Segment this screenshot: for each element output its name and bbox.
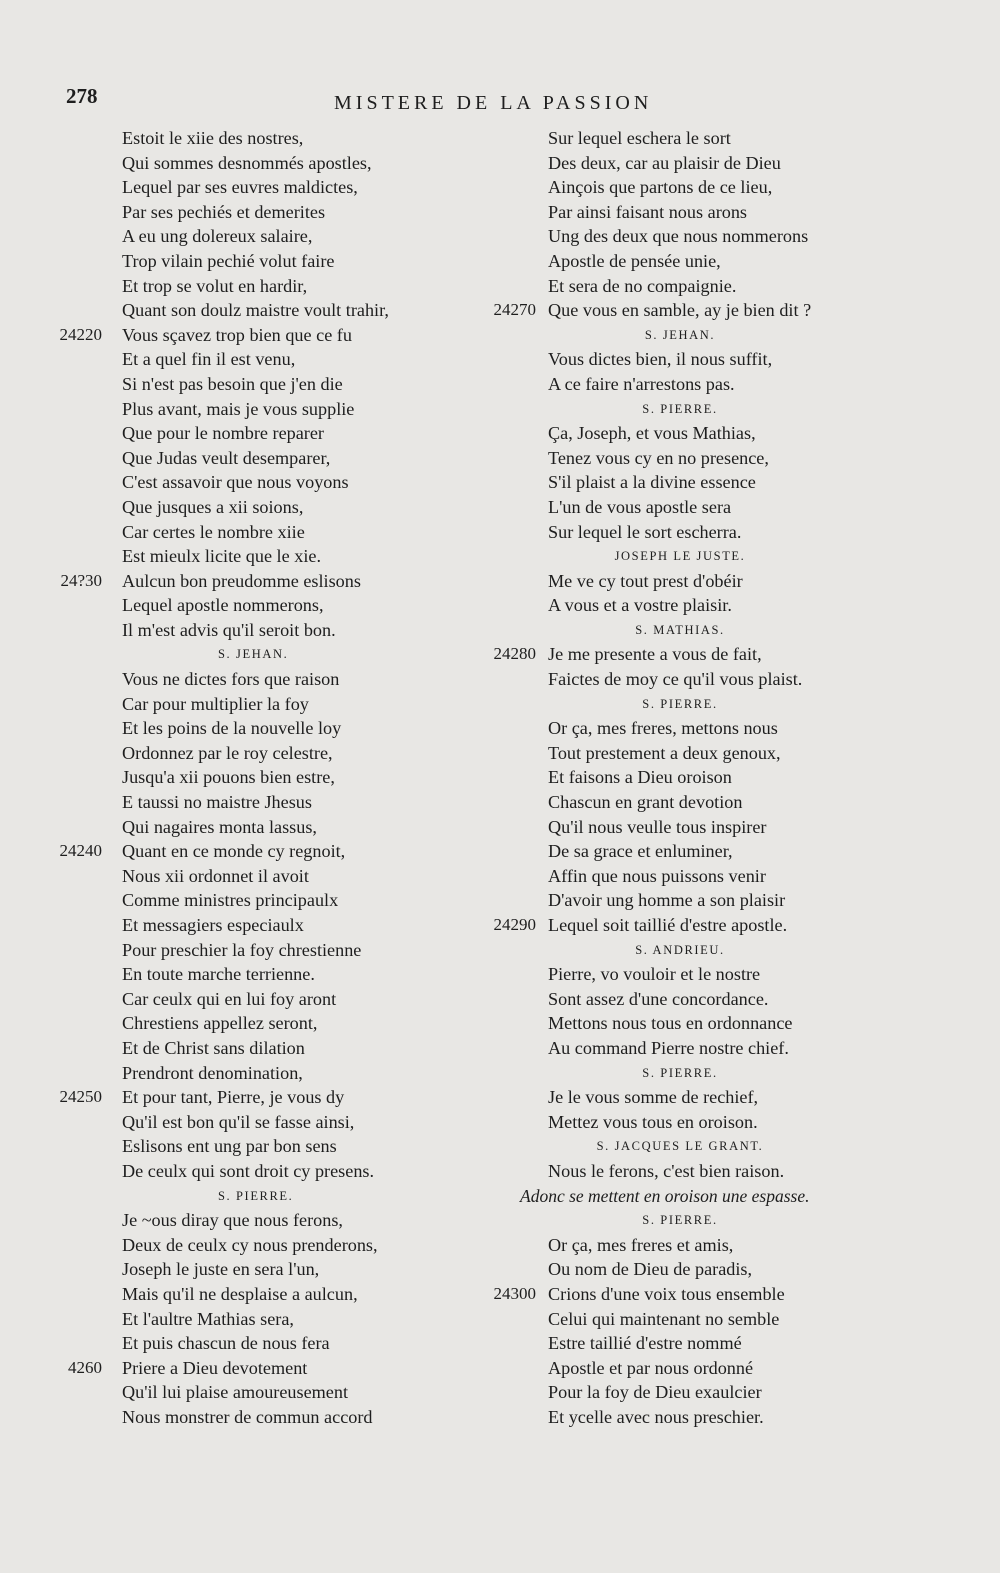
verse-text: Pierre, vo vouloir et le nostre [548, 964, 761, 985]
verse-line [470, 1110, 890, 1135]
line-number: 24300 [493, 1283, 536, 1303]
running-head: MISTERE DE LA PASSION [334, 92, 653, 114]
verse-line [470, 667, 890, 692]
verse-text: Or ça, mes freres, mettons nous [548, 718, 778, 739]
verse-text: Tout prestement a deux genoux, [548, 742, 781, 763]
verse-text: Prendront denomination, [122, 1062, 303, 1083]
verse-text: Pour preschier la foy chrestienne [122, 939, 362, 960]
verse-line [470, 741, 890, 766]
verse-text: Et a quel fin il est venu, [122, 349, 296, 370]
verse-line [40, 298, 470, 323]
verse-text: Qui nagaires monta lassus, [122, 816, 317, 837]
verse-line [40, 1110, 470, 1135]
verse-line [470, 765, 890, 790]
verse-line [470, 962, 890, 987]
verse-line [470, 569, 890, 594]
verse-line [470, 839, 890, 864]
verse-line [470, 1159, 890, 1184]
verse-line [470, 1331, 890, 1356]
verse-text: Et ycelle avec nous preschier. [548, 1406, 764, 1427]
speaker-name: S. MATHIAS. [635, 622, 725, 637]
verse-line [40, 569, 470, 594]
verse-text: Lequel par ses euvres maldictes, [122, 177, 358, 198]
verse-text: Mettez vous tous en oroison. [548, 1111, 758, 1132]
verse-line [470, 274, 890, 299]
verse-line [40, 962, 470, 987]
verse-text: Celui qui maintenant no semble [548, 1308, 780, 1329]
verse-text: Ou nom de Dieu de paradis, [548, 1259, 753, 1280]
verse-text: Nous le ferons, c'est bien raison. [548, 1160, 785, 1181]
verse-line [470, 987, 890, 1012]
speaker-name: S. JACQUES LE GRANT. [596, 1139, 764, 1154]
verse-line [470, 888, 890, 913]
verse-text: Ainçois que partons de ce lieu, [548, 177, 773, 198]
verse-line [470, 126, 890, 151]
verse-text: Ung des deux que nous nommerons [548, 226, 809, 247]
verse-line [40, 397, 470, 422]
verse-line [40, 1405, 470, 1430]
verse-text: Par ainsi faisant nous arons [548, 201, 748, 222]
verse-line [40, 1036, 470, 1061]
verse-line [470, 593, 890, 618]
verse-text: Par ses pechiés et demerites [122, 201, 326, 222]
verse-text: S'il plaist a la divine essence [548, 472, 756, 493]
verse-text: Car certes le nombre xiie [122, 521, 305, 542]
verse-text: C'est assavoir que nous voyons [122, 472, 349, 493]
verse-text: Chascun en grant devotion [548, 792, 743, 813]
verse-text: Et l'aultre Mathias sera, [122, 1308, 294, 1329]
verse-line [40, 864, 470, 889]
verse-line [40, 692, 470, 717]
verse-text: Et puis chascun de nous fera [122, 1333, 330, 1354]
verse-line [470, 372, 890, 397]
verse-line [470, 470, 890, 495]
verse-text: Apostle de pensée unie, [548, 250, 721, 271]
verse-text: Et de Christ sans dilation [122, 1037, 305, 1058]
verse-text: Priere a Dieu devotement [122, 1357, 308, 1378]
verse-line [40, 544, 470, 569]
speaker-name: S. PIERRE. [218, 1188, 294, 1203]
page-number: 278 [66, 84, 98, 108]
verse-text: Et messagiers especiaulx [122, 915, 304, 935]
verse-line [470, 421, 890, 446]
verse-text: Crions d'une voix tous ensemble [548, 1283, 785, 1304]
verse-text: E taussi no maistre Jhesus [122, 792, 312, 813]
verse-text: Que jusques a xii soions, [122, 496, 304, 517]
verse-line [40, 1208, 470, 1233]
verse-text: Nous monstrer de commun accord [122, 1406, 373, 1427]
verse-text: Deux de ceulx cy nous prenderons, [122, 1234, 378, 1255]
verse-line [470, 175, 890, 200]
verse-line [40, 1134, 470, 1159]
verse-line [40, 372, 470, 397]
verse-line [40, 716, 470, 741]
verse-text: Il m'est advis qu'il seroit bon. [122, 619, 336, 640]
verse-text: Or ça, mes freres et amis, [548, 1234, 734, 1255]
verse-line [470, 716, 890, 741]
line-number: 4260 [68, 1357, 102, 1377]
line-number: 24290 [493, 915, 536, 934]
verse-text: Joseph le juste en sera l'un, [122, 1259, 320, 1280]
verse-line [40, 347, 470, 372]
verse-text: Estoit le xiie des nostres, [122, 128, 304, 148]
verse-text: Affin que nous puissons venir [548, 865, 766, 886]
verse-text: Lequel apostle nommerons, [122, 595, 324, 616]
verse-text: Comme ministres principaulx [122, 890, 339, 911]
verse-text: Lequel soit taillié d'estre apostle. [548, 915, 788, 935]
speaker-name: S. ANDRIEU. [635, 942, 725, 957]
verse-line [40, 790, 470, 815]
line-number: 24220 [59, 324, 102, 344]
verse-text: De ceulx qui sont droit cy presens. [122, 1160, 375, 1181]
verse-line [40, 200, 470, 225]
verse-text: Je ~ous diray que nous ferons, [122, 1210, 343, 1231]
verse-line [470, 1282, 890, 1307]
verse-text: En toute marche terrienne. [122, 964, 315, 985]
verse-line [40, 249, 470, 274]
verse-line [40, 323, 470, 348]
verse-line [40, 888, 470, 913]
speaker-name: S. PIERRE. [642, 1065, 718, 1080]
verse-text: Qu'il est bon qu'il se fasse ainsi, [122, 1111, 355, 1132]
verse-text: Que pour le nombre reparer [122, 423, 324, 444]
verse-text: Faictes de moy ce qu'il vous plaist. [548, 669, 803, 690]
verse-text: Si n'est pas besoin que j'en die [122, 373, 343, 394]
verse-text: Sur lequel eschera le sort [548, 128, 731, 148]
verse-text: Des deux, car au plaisir de Dieu [548, 152, 781, 173]
verse-line [40, 839, 470, 864]
verse-line [470, 1036, 890, 1061]
verse-text: Sur lequel le sort escherra. [548, 521, 742, 542]
verse-text: D'avoir ung homme a son plaisir [548, 890, 786, 911]
verse-line [470, 347, 890, 372]
left-column [40, 126, 470, 1429]
line-number: 24?30 [60, 570, 102, 590]
verse-text: Plus avant, mais je vous supplie [122, 398, 355, 419]
verse-line [470, 790, 890, 815]
verse-text: Et les poins de la nouvelle loy [122, 718, 342, 739]
verse-text: Trop vilain pechié volut faire [122, 250, 335, 271]
verse-line [470, 249, 890, 274]
verse-line [470, 864, 890, 889]
verse-line [40, 1356, 470, 1381]
verse-text: Et faisons a Dieu oroison [548, 767, 732, 788]
verse-text: Vous sçavez trop bien que ce fu [122, 324, 352, 345]
verse-line [470, 200, 890, 225]
verse-line [470, 446, 890, 471]
verse-text: Je me presente a vous de fait, [548, 644, 762, 665]
verse-text: Que vous en samble, ay je bien dit ? [548, 300, 812, 321]
speaker-name: S. PIERRE. [642, 401, 718, 416]
verse-line [470, 495, 890, 520]
verse-line [40, 815, 470, 840]
speaker-name: S. JEHAN. [644, 327, 716, 342]
verse-line [470, 1011, 890, 1036]
line-number: 24280 [493, 644, 536, 664]
verse-line [470, 642, 890, 667]
verse-line [40, 1307, 470, 1332]
verse-text: Et sera de no compaignie. [548, 275, 737, 296]
speaker-name: S. PIERRE. [642, 1213, 718, 1228]
line-number: 24270 [493, 300, 536, 320]
verse-line [40, 1061, 470, 1086]
verse-line [40, 1257, 470, 1282]
verse-text: De sa grace et enluminer, [548, 841, 733, 862]
verse-line [40, 421, 470, 446]
speaker-name: S. JEHAN. [218, 647, 289, 662]
verse-line [40, 274, 470, 299]
verse-line [470, 1356, 890, 1381]
verse-line [40, 741, 470, 766]
verse-text: Est mieulx licite que le xie. [122, 546, 321, 567]
verse-line [470, 1307, 890, 1332]
verse-text: Apostle et par nous ordonné [548, 1357, 754, 1378]
verse-line [470, 1233, 890, 1258]
verse-line [40, 938, 470, 963]
verse-line [470, 1257, 890, 1282]
verse-line [40, 495, 470, 520]
verse-line [40, 1233, 470, 1258]
verse-line [470, 224, 890, 249]
verse-line [40, 1380, 470, 1405]
right-column [470, 126, 890, 1429]
verse-text: Et trop se volut en hardir, [122, 275, 308, 296]
verse-line [470, 1085, 890, 1110]
verse-text: A eu ung dolereux salaire, [122, 226, 313, 247]
verse-text: Qu'il lui plaise amoureusement [122, 1382, 349, 1403]
verse-text: Tenez vous cy en no presence, [548, 447, 769, 468]
verse-text: Chrestiens appellez seront, [122, 1013, 318, 1034]
verse-line [40, 593, 470, 618]
verse-line [40, 446, 470, 471]
verse-text: Nous xii ordonnet il avoit [122, 865, 309, 886]
verse-text: Quant en ce monde cy regnoit, [122, 841, 346, 862]
verse-line [470, 151, 890, 176]
verse-text: Qu'il nous veulle tous inspirer [548, 816, 767, 837]
verse-line [40, 987, 470, 1012]
verse-line [40, 1085, 470, 1110]
verse-text: Et pour tant, Pierre, je vous dy [122, 1087, 345, 1108]
verse-line [470, 1405, 890, 1430]
verse-line [40, 175, 470, 200]
verse-line [40, 470, 470, 495]
verse-text: Mais qu'il ne desplaise a aulcun, [122, 1283, 358, 1304]
verse-line [40, 618, 470, 643]
verse-text: L'un de vous apostle sera [548, 496, 732, 517]
verse-line [40, 1282, 470, 1307]
verse-line [40, 224, 470, 249]
verse-text: Ça, Joseph, et vous Mathias, [548, 423, 756, 444]
verse-line [470, 815, 890, 840]
verse-line [470, 913, 890, 938]
speaker-name: S. PIERRE. [642, 696, 718, 711]
verse-text: Car ceulx qui en lui foy aront [122, 988, 337, 1009]
verse-line [40, 913, 470, 938]
speaker-name: JOSEPH LE JUSTE. [614, 549, 746, 564]
verse-line [40, 1159, 470, 1184]
verse-text: Aulcun bon preudomme eslisons [122, 570, 361, 591]
verse-text: Je le vous somme de rechief, [548, 1087, 759, 1108]
verse-text: A ce faire n'arrestons pas. [548, 373, 735, 394]
verse-line [40, 126, 470, 151]
verse-line [470, 1380, 890, 1405]
verse-text: Sont assez d'une concordance. [548, 988, 769, 1009]
verse-line [40, 520, 470, 545]
line-number: 24250 [59, 1087, 102, 1107]
verse-text: Quant son doulz maistre voult trahir, [122, 300, 389, 321]
verse-line [40, 1331, 470, 1356]
verse-line [40, 765, 470, 790]
verse-line [40, 667, 470, 692]
verse-line [470, 520, 890, 545]
verse-text: Qui sommes desnommés apostles, [122, 152, 372, 173]
stage-direction: Adonc se mettent en oroison une espasse. [520, 1185, 810, 1206]
verse-text: Vous dictes bien, il nous suffit, [548, 349, 773, 370]
verse-text: Que Judas veult desemparer, [122, 447, 331, 468]
verse-text: Me ve cy tout prest d'obéir [548, 570, 743, 591]
verse-text: Eslisons ent ung par bon sens [122, 1136, 337, 1157]
verse-line [40, 1011, 470, 1036]
verse-text: Vous ne dictes fors que raison [122, 669, 340, 690]
verse-line [470, 298, 890, 323]
verse-text: Mettons nous tous en ordonnance [548, 1013, 793, 1034]
verse-text: Pour la foy de Dieu exaulcier [548, 1382, 762, 1403]
line-number: 24240 [59, 841, 102, 861]
verse-line [40, 151, 470, 176]
verse-text: A vous et a vostre plaisir. [548, 595, 732, 616]
verse-text: Ordonnez par le roy celestre, [122, 742, 333, 763]
verse-text: Jusqu'a xii pouons bien estre, [122, 767, 335, 788]
verse-text: Car pour multiplier la foy [122, 693, 309, 714]
verse-text: Estre taillié d'estre nommé [548, 1333, 742, 1354]
verse-text: Au command Pierre nostre chief. [548, 1037, 789, 1058]
